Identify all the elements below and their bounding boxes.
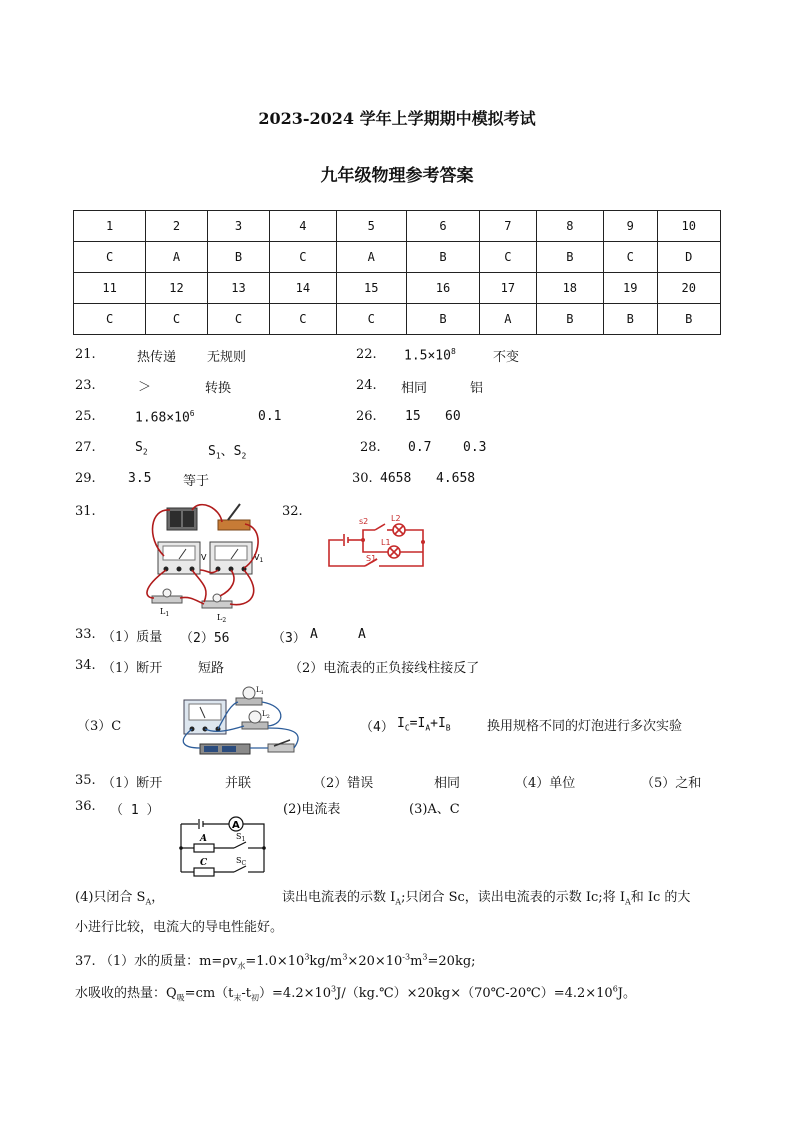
q31-circuit-picture — [140, 498, 268, 624]
q24-answer-1: 相同 — [401, 381, 428, 396]
q36-s1-label: $S_1$ — [236, 832, 246, 843]
table-row — [74, 273, 721, 304]
q36-number: 36. — [75, 799, 96, 814]
table-cell: D — [657, 242, 720, 273]
q36-part-2: (2)电流表 — [283, 802, 341, 817]
q34-number: 34. — [75, 658, 96, 673]
q33-answer-a2: A — [358, 627, 366, 642]
q36-resistor-a-label: A — [200, 834, 207, 844]
table-cell: 13 — [207, 273, 269, 304]
q25-number: 25. — [75, 409, 96, 424]
q32-l1-label: L1 — [381, 538, 391, 547]
q34-circuit-picture — [176, 684, 306, 762]
q34-part-4b: 换用规格不同的灯泡进行多次实验 — [487, 719, 683, 734]
q23-answer-2: 转换 — [205, 381, 232, 396]
q25-answer-2: 0.1 — [258, 409, 282, 424]
table-cell: C — [270, 304, 336, 335]
table-cell: 9 — [603, 211, 657, 242]
q24-number: 24. — [356, 378, 377, 393]
table-cell: 10 — [657, 211, 720, 242]
q35-part-5: （5）之和 — [641, 776, 702, 791]
table-cell: 12 — [146, 273, 207, 304]
q28-answer-1: 0.7 — [408, 440, 432, 455]
table-cell: B — [657, 304, 720, 335]
table-cell: A — [146, 242, 207, 273]
q31-number: 31. — [75, 504, 96, 519]
q35-part-1b: 并联 — [225, 776, 252, 791]
q21-number: 21. — [75, 347, 96, 362]
table-cell: 7 — [480, 211, 536, 242]
q35-part-1: （1）断开 — [102, 776, 163, 791]
q31-l1-label: $L_1$ — [160, 607, 170, 618]
q33-answer-a1: A — [310, 627, 318, 642]
table-row — [74, 304, 721, 335]
q32-s1-label: S1 — [366, 554, 377, 563]
q35-part-2b: 相同 — [434, 776, 461, 791]
q35-number: 35. — [75, 773, 96, 788]
table-cell: A — [336, 242, 406, 273]
q24-answer-2: 铝 — [470, 381, 484, 396]
q34-formula: $I_C=I_A+I_B$ — [397, 716, 451, 733]
table-cell: 2 — [146, 211, 207, 242]
table-cell: C — [74, 304, 146, 335]
q36-part-4c: 小进行比较，电流大的导电性能好。 — [75, 920, 284, 935]
q36-part-4a: (4)只闭合 $S_A$， — [75, 890, 165, 907]
q30-number: 30. — [352, 471, 373, 486]
q34-part-4: （4） — [360, 720, 394, 735]
q31-l2-label: $L_2$ — [217, 613, 227, 624]
q29-answer-1: 3.5 — [128, 471, 152, 486]
q36-resistor-c-label: C — [200, 858, 208, 868]
table-cell: 3 — [207, 211, 269, 242]
table-row — [74, 211, 721, 242]
q34-part-1b: 短路 — [198, 661, 225, 676]
q27-answer-2: $S_1$、$S_2$ — [208, 444, 247, 461]
table-cell: 5 — [336, 211, 406, 242]
q34-part-3: （3）C — [77, 719, 122, 734]
q36-ammeter-symbol: A — [232, 820, 240, 831]
q28-answer-2: 0.3 — [463, 440, 487, 455]
table-cell: C — [603, 242, 657, 273]
q26-number: 26. — [356, 409, 377, 424]
q21-answer-2: 无规则 — [207, 350, 247, 365]
page-title: 2023-2024 学年上学期期中模拟考试 — [258, 109, 536, 128]
table-cell: 19 — [603, 273, 657, 304]
q33-part-2: （2）56 — [180, 631, 230, 646]
table-cell: C — [74, 242, 146, 273]
q33-number: 33. — [75, 627, 96, 642]
table-cell: 14 — [270, 273, 336, 304]
q36-part-4b: 读出电流表的示数 $I_A$;只闭合 Sc，读出电流表的示数 Ic;将 $I_A$和 Ic 的大 — [282, 890, 691, 907]
q28-number: 28. — [360, 440, 381, 455]
table-cell: 4 — [270, 211, 336, 242]
table-cell: 6 — [406, 211, 479, 242]
q30-answer-2: 4.658 — [436, 471, 476, 486]
q36-sc-label: $S_C$ — [236, 856, 247, 867]
table-cell: B — [406, 242, 479, 273]
table-cell: C — [207, 304, 269, 335]
table-cell: 17 — [480, 273, 536, 304]
q32-circuit-diagram — [325, 510, 435, 570]
q30-answer-1: 4658 — [380, 471, 412, 486]
q22-number: 22. — [356, 347, 377, 362]
table-cell: B — [536, 242, 603, 273]
answer-table — [73, 210, 721, 335]
table-cell: C — [480, 242, 536, 273]
q34-part-1: （1）断开 — [102, 661, 163, 676]
q32-l2-label: L2 — [391, 514, 401, 523]
q34-l1-label: $L_1$ — [256, 686, 264, 696]
q36-part-1: （ 1 ） — [110, 803, 160, 818]
table-cell: C — [336, 304, 406, 335]
q22-answer-1: $1.5\times 10^8$ — [404, 347, 456, 364]
q27-answer-1: $S_2$ — [135, 440, 148, 457]
q35-part-4: （4）单位 — [515, 776, 576, 791]
q26-answer-2: 60 — [445, 409, 461, 424]
q22-answer-2: 不变 — [493, 350, 520, 365]
q29-number: 29. — [75, 471, 96, 486]
q35-part-2: （2）错误 — [313, 776, 374, 791]
q27-number: 27. — [75, 440, 96, 455]
table-cell: C — [146, 304, 207, 335]
table-cell: 16 — [406, 273, 479, 304]
q31-v1-label: $V_1$ — [254, 553, 264, 564]
table-cell: B — [406, 304, 479, 335]
q29-answer-2: 等于 — [183, 474, 210, 489]
table-cell: 15 — [336, 273, 406, 304]
q33-part-3: （3） — [272, 631, 306, 646]
q34-part-2: （2）电流表的正负接线柱接反了 — [289, 661, 480, 676]
table-cell: 11 — [74, 273, 146, 304]
table-cell: 20 — [657, 273, 720, 304]
q26-answer-1: 15 — [405, 409, 421, 424]
q36-part-3: (3)A、C — [409, 802, 460, 817]
table-cell: B — [603, 304, 657, 335]
q33-part-1: （1）质量 — [102, 630, 163, 645]
page-subtitle: 九年级物理参考答案 — [320, 166, 474, 186]
q23-number: 23. — [75, 378, 96, 393]
q32-number: 32. — [282, 504, 303, 519]
q32-s2-label: s2 — [359, 517, 369, 526]
table-cell: 8 — [536, 211, 603, 242]
q36-circuit-diagram — [176, 812, 270, 878]
table-cell: B — [207, 242, 269, 273]
q21-answer-1: 热传递 — [137, 350, 177, 365]
q37-line-2: 水吸收的热量：$Q_吸=cm(t_末-t_初)=4.2\times 10^3J/(kg.℃)\times 20kg\times(70℃-20℃)=4.2\times 10^6J$。 — [75, 984, 637, 1003]
q25-answer-1: $1.68\times 10^6$ — [135, 409, 195, 426]
table-cell: 1 — [74, 211, 146, 242]
q23-answer-1: ＞ — [138, 380, 152, 395]
q31-v-label: V — [201, 553, 207, 562]
table-cell: A — [480, 304, 536, 335]
table-cell: B — [536, 304, 603, 335]
table-cell: 18 — [536, 273, 603, 304]
q34-l2-label: $L_2$ — [262, 710, 270, 720]
q37-line-1: 37. （1）水的质量：$m=\rho v_水=1.0\times 10^3kg/m^3\times 20\times 10^{-3}m^3=20kg$; — [75, 952, 476, 971]
table-cell: C — [270, 242, 336, 273]
table-row — [74, 242, 721, 273]
